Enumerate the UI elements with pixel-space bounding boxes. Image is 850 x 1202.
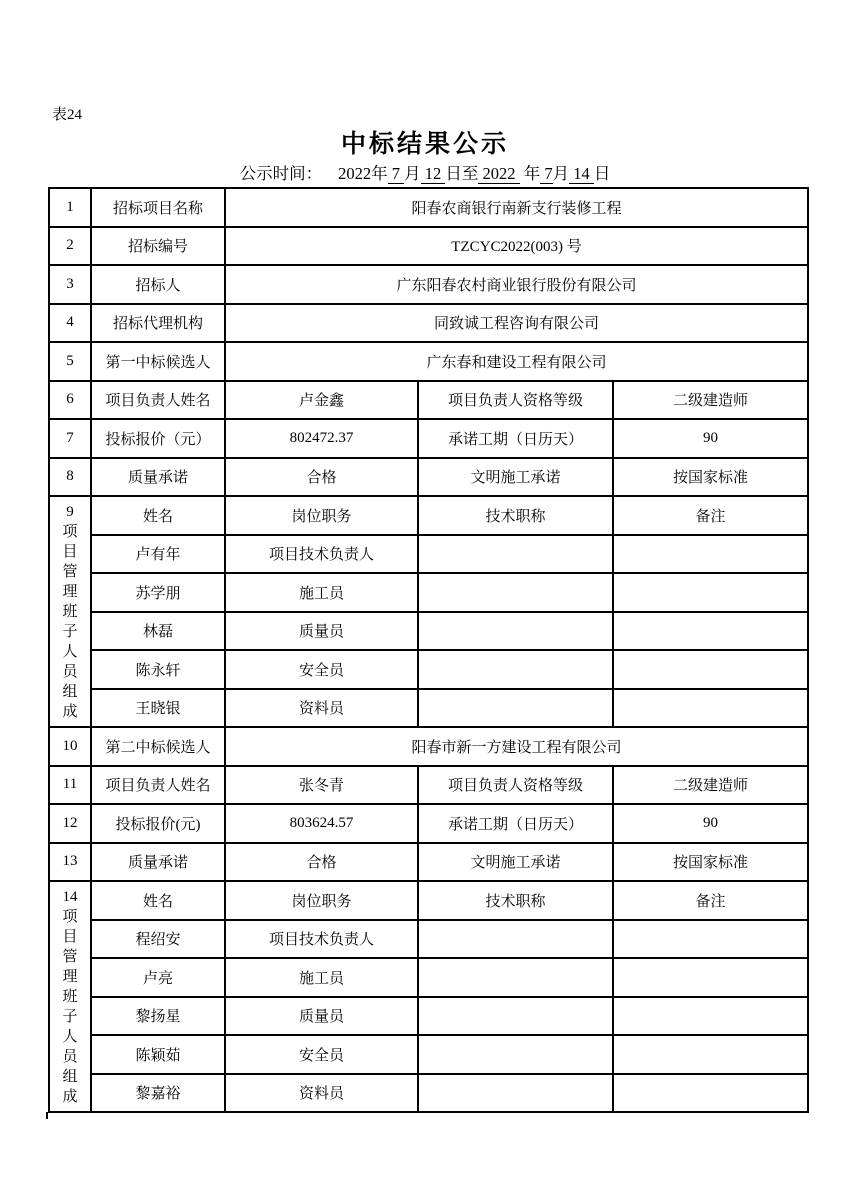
field-value: 合格 [225, 458, 418, 497]
date-segment: 月 [552, 164, 570, 183]
table-row [49, 958, 808, 997]
column-header: 姓名 [91, 881, 225, 920]
field-label: 文明施工承诺 [418, 843, 613, 882]
member-position: 项目技术负责人 [225, 535, 418, 574]
field-value: 803624.57 [225, 804, 418, 843]
date-segment: 公示时间： [239, 164, 323, 183]
field-value: 卢金鑫 [225, 381, 418, 420]
field-label: 项目负责人姓名 [91, 381, 225, 420]
row-number: 6 [49, 381, 91, 420]
row-number: 2 [49, 227, 91, 266]
member-position: 施工员 [225, 958, 418, 997]
table-row [49, 650, 808, 689]
page-title: 中标结果公示 [340, 131, 509, 158]
field-label: 招标人 [91, 265, 225, 304]
table-row [49, 612, 808, 651]
member-note [613, 573, 808, 612]
date-segment: 年 [519, 164, 541, 183]
row-number: 1 [49, 188, 91, 227]
member-name: 苏学朋 [91, 573, 225, 612]
member-name: 林磊 [91, 612, 225, 651]
field-label: 第二中标候选人 [91, 727, 225, 766]
row-number: 3 [49, 265, 91, 304]
table-row [49, 804, 808, 843]
date-segment-underlined: 12 [420, 164, 446, 183]
field-label: 项目负责人姓名 [91, 766, 225, 805]
field-value: 广东春和建设工程有限公司 [225, 342, 808, 381]
row-number: 4 [49, 304, 91, 343]
member-title [418, 958, 613, 997]
member-note [613, 689, 808, 728]
section-vertical-label-text: 14 项 目 管 理 班 子 人 员 组 成 [62, 888, 78, 1105]
field-label: 第一中标候选人 [91, 342, 225, 381]
member-position: 施工员 [225, 573, 418, 612]
field-value: 802472.37 [225, 419, 418, 458]
field-value: 广东阳春农村商业银行股份有限公司 [225, 265, 808, 304]
member-title [418, 612, 613, 651]
field-value: 二级建造师 [613, 766, 808, 805]
field-value: 按国家标准 [613, 843, 808, 882]
table-row [49, 535, 808, 574]
field-value: 90 [613, 804, 808, 843]
column-header: 备注 [613, 496, 808, 535]
member-note [613, 958, 808, 997]
table-row [49, 1035, 808, 1074]
row-number: 8 [49, 458, 91, 497]
field-value: 张冬青 [225, 766, 418, 805]
row-number: 7 [49, 419, 91, 458]
column-header: 技术职称 [418, 881, 613, 920]
table-row [49, 573, 808, 612]
date-segment: 2022年 [338, 164, 388, 183]
field-label: 文明施工承诺 [418, 458, 613, 497]
table-row [49, 766, 808, 805]
member-title [418, 1035, 613, 1074]
field-value: 同致诚工程咨询有限公司 [225, 304, 808, 343]
field-value: 90 [613, 419, 808, 458]
member-note [613, 920, 808, 959]
field-label: 承诺工期（日历天） [418, 419, 613, 458]
date-segment-underlined: 2022 [478, 164, 520, 183]
date-segment-underlined: 7 [540, 164, 553, 183]
section-vertical-label [49, 496, 91, 727]
table-row [49, 496, 808, 535]
column-header: 岗位职务 [225, 496, 418, 535]
member-title [418, 689, 613, 728]
field-label: 质量承诺 [91, 843, 225, 882]
member-name: 黎扬星 [91, 997, 225, 1036]
member-note [613, 612, 808, 651]
table-row [49, 727, 808, 766]
row-number: 11 [49, 766, 91, 805]
table-row [49, 843, 808, 882]
table-row [49, 419, 808, 458]
table-row [49, 997, 808, 1036]
member-position: 质量员 [225, 997, 418, 1036]
table-row [49, 188, 808, 227]
member-title [418, 920, 613, 959]
table-row [49, 381, 808, 420]
table-row [49, 1074, 808, 1113]
member-title [418, 650, 613, 689]
member-title [418, 573, 613, 612]
member-name: 卢有年 [91, 535, 225, 574]
member-position: 质量员 [225, 612, 418, 651]
section-vertical-label-text: 9 项 目 管 理 班 子 人 员 组 成 [62, 503, 78, 720]
field-label: 质量承诺 [91, 458, 225, 497]
section-vertical-label [49, 881, 91, 1112]
field-label: 投标报价(元) [91, 804, 225, 843]
date-segment: 日 [593, 164, 611, 183]
row-number: 10 [49, 727, 91, 766]
table-border-continuation [46, 1112, 48, 1119]
field-label: 项目负责人资格等级 [418, 766, 613, 805]
member-position: 资料员 [225, 689, 418, 728]
member-note [613, 1074, 808, 1113]
member-name: 王晓银 [91, 689, 225, 728]
column-header: 岗位职务 [225, 881, 418, 920]
table-row [49, 342, 808, 381]
table-row [49, 304, 808, 343]
field-value: 合格 [225, 843, 418, 882]
field-value: 按国家标准 [613, 458, 808, 497]
member-position: 项目技术负责人 [225, 920, 418, 959]
member-title [418, 1074, 613, 1113]
member-note [613, 997, 808, 1036]
date-segment: 日至 [445, 164, 479, 183]
table-row [49, 920, 808, 959]
publicity-period-line [0, 160, 850, 184]
table-row [49, 265, 808, 304]
row-number: 12 [49, 804, 91, 843]
field-label: 招标项目名称 [91, 188, 225, 227]
column-header: 姓名 [91, 496, 225, 535]
table-row [49, 881, 808, 920]
field-value: 二级建造师 [613, 381, 808, 420]
member-note [613, 535, 808, 574]
member-name: 陈颖茹 [91, 1035, 225, 1074]
field-label: 投标报价（元） [91, 419, 225, 458]
member-title [418, 997, 613, 1036]
table-row [49, 227, 808, 266]
field-label: 招标编号 [91, 227, 225, 266]
form-number: 表24 [52, 107, 83, 123]
member-note [613, 650, 808, 689]
member-position: 安全员 [225, 1035, 418, 1074]
member-name: 黎嘉裕 [91, 1074, 225, 1113]
member-name: 陈永轩 [91, 650, 225, 689]
date-segment-underlined: 7 [387, 164, 405, 183]
field-label: 招标代理机构 [91, 304, 225, 343]
column-header: 备注 [613, 881, 808, 920]
member-position: 资料员 [225, 1074, 418, 1113]
field-value: TZCYC2022(003) 号 [225, 227, 808, 266]
column-header: 技术职称 [418, 496, 613, 535]
member-name: 程绍安 [91, 920, 225, 959]
member-position: 安全员 [225, 650, 418, 689]
field-value: 阳春农商银行南新支行装修工程 [225, 188, 808, 227]
table-row [49, 689, 808, 728]
table-row [49, 458, 808, 497]
field-label: 项目负责人资格等级 [418, 381, 613, 420]
row-number: 5 [49, 342, 91, 381]
date-segment: 月 [404, 164, 421, 183]
member-note [613, 1035, 808, 1074]
member-name: 卢亮 [91, 958, 225, 997]
member-title [418, 535, 613, 574]
field-value: 阳春市新一方建设工程有限公司 [225, 727, 808, 766]
bid-result-table [48, 187, 809, 1113]
row-number: 13 [49, 843, 91, 882]
date-segment-underlined: 14 [569, 164, 594, 183]
field-label: 承诺工期（日历天） [418, 804, 613, 843]
